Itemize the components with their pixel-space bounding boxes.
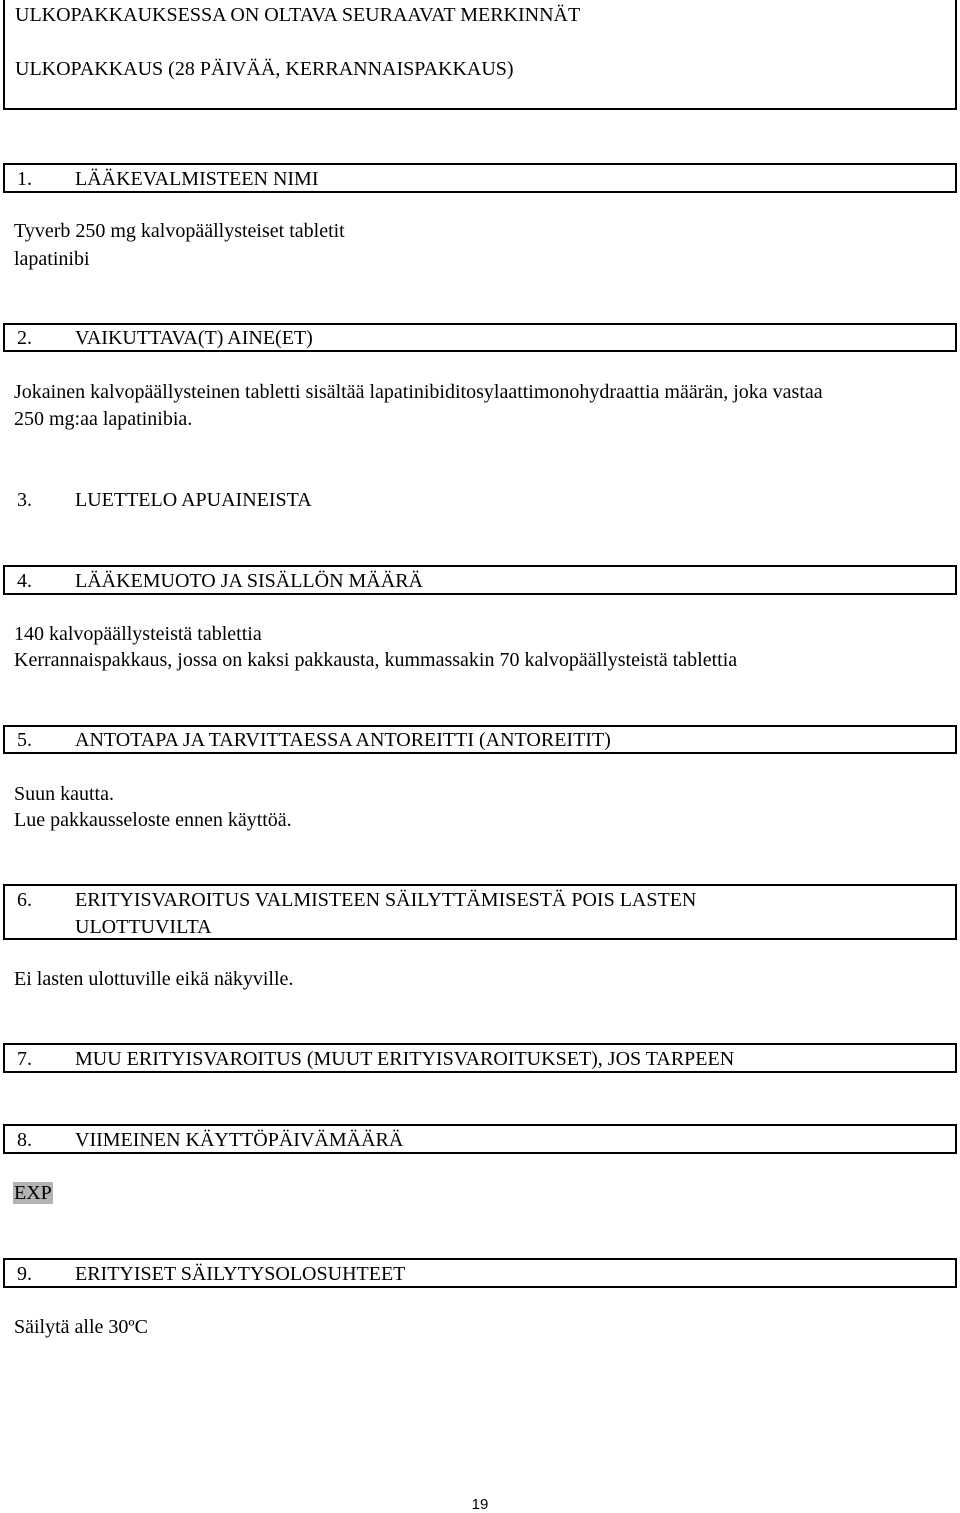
section-2-heading	[3, 323, 957, 352]
section-4-line-1: 140 kalvopäällysteistä tablettia	[14, 623, 262, 645]
exp-label: EXP	[14, 1182, 52, 1204]
section-1-number: 1.	[17, 168, 32, 190]
section-9-heading	[3, 1258, 957, 1288]
section-8-number: 8.	[17, 1129, 32, 1151]
section-7-title: MUU ERITYISVAROITUS (MUUT ERITYISVAROITUKSET), JOS TARPEEN	[75, 1048, 735, 1070]
section-7-number: 7.	[17, 1048, 32, 1070]
section-4-heading	[3, 565, 957, 595]
section-5-heading	[3, 725, 957, 754]
section-5-number: 5.	[17, 729, 32, 751]
section-1-heading	[3, 163, 957, 193]
section-1-line-2: lapatinibi	[14, 248, 90, 270]
section-9-line-1: Säilytä alle 30ºC	[14, 1316, 148, 1338]
section-5-line-1: Suun kautta.	[14, 783, 114, 805]
section-4-title: LÄÄKEMUOTO JA SISÄLLÖN MÄÄRÄ	[75, 570, 423, 592]
section-6-number: 6.	[17, 889, 32, 911]
section-8-heading	[3, 1124, 957, 1154]
page-number: 19	[471, 1496, 489, 1513]
header-box	[3, 0, 957, 110]
section-5-title: ANTOTAPA JA TARVITTAESSA ANTOREITTI (ANTOREITIT)	[75, 729, 611, 751]
section-4-line-2: Kerrannaispakkaus, jossa on kaksi pakkausta, kummassakin 70 kalvopäällysteistä tablettia	[14, 649, 738, 671]
section-3-heading	[3, 484, 957, 514]
section-7-heading	[3, 1043, 957, 1073]
section-9-number: 9.	[17, 1263, 32, 1285]
section-9-title: ERITYISET SÄILYTYSOLOSUHTEET	[75, 1263, 406, 1285]
section-6-heading	[3, 884, 957, 940]
section-2-title: VAIKUTTAVA(T) AINE(ET)	[75, 327, 313, 349]
section-2-line-2: 250 mg:aa lapatinibia.	[14, 408, 193, 430]
header-line-2: ULKOPAKKAUS (28 PÄIVÄÄ, KERRANNAISPAKKAUS)	[15, 58, 514, 80]
section-3-title: LUETTELO APUAINEISTA	[75, 489, 312, 511]
section-6-title-line-2: ULOTTUVILTA	[75, 916, 212, 938]
section-4-number: 4.	[17, 570, 32, 592]
section-8-title: VIIMEINEN KÄYTTÖPÄIVÄMÄÄRÄ	[75, 1129, 404, 1151]
section-1-title: LÄÄKEVALMISTEEN NIMI	[75, 168, 319, 190]
header-line-1: ULKOPAKKAUKSESSA ON OLTAVA SEURAAVAT MERKINNÄT	[15, 4, 581, 26]
section-2-number: 2.	[17, 327, 32, 349]
section-5-line-2: Lue pakkausseloste ennen käyttöä.	[14, 809, 292, 831]
section-3-number: 3.	[17, 489, 32, 511]
section-6-line-1: Ei lasten ulottuville eikä näkyville.	[14, 968, 294, 990]
section-6-title-line-1: ERITYISVAROITUS VALMISTEEN SÄILYTTÄMISESTÄ POIS LASTEN	[75, 889, 697, 911]
section-8-exp	[13, 1180, 53, 1206]
section-1-line-1: Tyverb 250 mg kalvopäällysteiset tabletit	[14, 220, 345, 242]
section-2-line-1: Jokainen kalvopäällysteinen tabletti sisältää lapatinibiditosylaattimonohydraattia määrän, joka vastaa	[14, 381, 823, 403]
